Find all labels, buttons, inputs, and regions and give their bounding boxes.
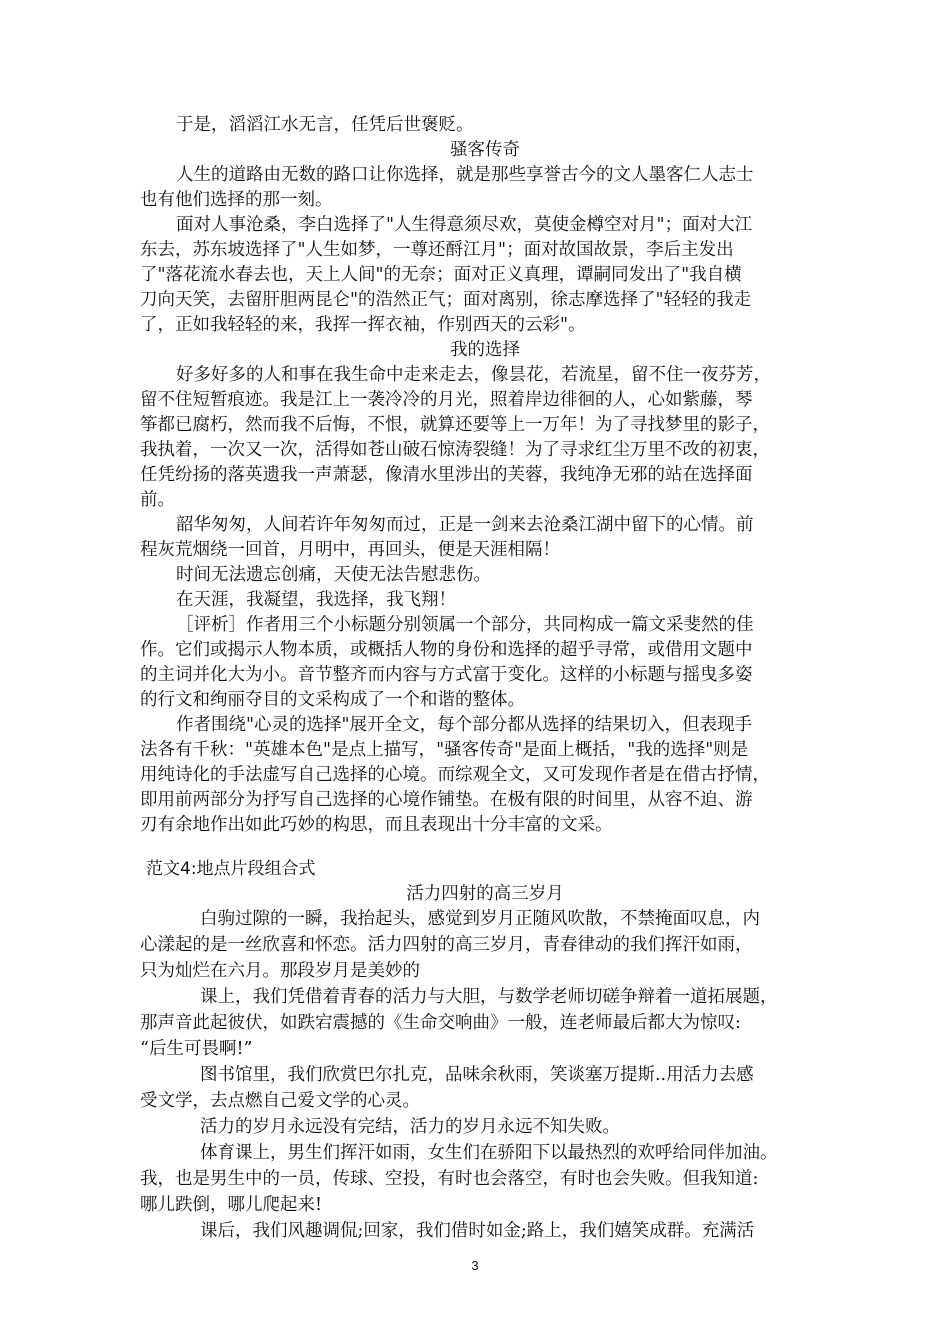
- text-line: 程灰荒烟绕一回首，月明中，再回头，便是天涯相隔！: [140, 540, 560, 560]
- text-line: 韶华匆匆，人间若许年匆匆而过，正是一剑来去沧桑江湖中留下的心情。前: [176, 515, 754, 535]
- text-line: 法各有千秋："英雄本色"是点上描写，"骚客传奇"是面上概括，"我的选择"则是: [140, 740, 749, 760]
- text-line: 那声音此起彼伏，如跌宕震撼的《生命交响曲》一般，连老师最后都大为惊叹:: [140, 1013, 741, 1033]
- text-line: 好多好多的人和事在我生命中走来走去，像昙花，若流星，留不住一夜芬芳，: [176, 365, 771, 385]
- text-line: 作者围绕"心灵的选择"展开全文，每个部分都从选择的结果切入，但表现手: [176, 715, 753, 735]
- text-line: 白驹过隙的一瞬，我抬起头，感觉到岁月正随风吹散，不禁掩面叹息，内: [200, 909, 760, 929]
- text-line: 了，正如我轻轻的来，我挥一挥衣袖，作别西天的云彩"。: [140, 315, 586, 335]
- essay-title: 活力四射的高三岁月: [406, 884, 564, 904]
- text-line: ［评析］作者用三个小标题分别领属一个部分，共同构成一篇文采斐然的佳: [176, 615, 754, 635]
- text-line: 课后，我们风趣调侃;回家，我们借时如金;路上，我们嬉笑成群。充满活: [200, 1221, 755, 1241]
- section-title: 骚客传奇: [450, 140, 520, 160]
- text-line: 筝都已腐朽，然而我不后悔，不恨，就算还要等上一万年！为了寻找梦里的影子，: [140, 415, 770, 435]
- text-line: 只为灿烂在六月。那段岁月是美妙的: [140, 961, 420, 981]
- text-line: 人生的道路由无数的路口让你选择，就是那些享誉古今的文人墨客仁人志士: [176, 165, 754, 185]
- text-line: 我执着，一次又一次，活得如苍山破石惊涛裂缝！为了寻求红尘万里不改的初衷，: [140, 440, 770, 460]
- text-line: 用纯诗化的手法虚写自己选择的心境。而综观全文，又可发现作者是在借古抒情，: [140, 765, 770, 785]
- page-number: 3: [471, 1258, 479, 1273]
- text-line: 即用前两部分为抒写自己选择的心境作铺垫。在极有限的时间里，从容不迫、游: [140, 790, 753, 810]
- text-line: 体育课上，男生们挥汗如雨，女生们在骄阳下以最热烈的欢呼给同伴加油。: [200, 1143, 778, 1163]
- text-line: 我，也是男生中的一员，传球、空投，有时也会落空，有时也会失败。但我知道:: [140, 1169, 759, 1189]
- text-line: 在天涯，我凝望，我选择，我飞翔！: [176, 590, 456, 610]
- text-line: 前。: [140, 490, 175, 510]
- text-line: 刃有余地作出如此巧妙的构思，而且表现出十分丰富的文采。: [140, 815, 613, 835]
- text-line: 东去，苏东坡选择了"人生如梦，一尊还酹江月"；面对故国故景，李后主发出: [140, 240, 734, 260]
- text-line: 任凭纷扬的落英遗我一声萧瑟，像清水里涉出的芙蓉，我纯净无邪的站在选择面: [140, 465, 753, 485]
- text-line: 受文学，去点燃自己爱文学的心灵。: [140, 1091, 420, 1111]
- text-line: 哪儿跌倒，哪儿爬起来!: [140, 1195, 323, 1215]
- text-line: 课上，我们凭借着青春的活力与大胆，与数学老师切磋争辩着一道拓展题，: [200, 987, 778, 1007]
- section-heading: 范文4:地点片段组合式: [146, 859, 316, 879]
- text-line: 作。它们或揭示人物本质，或概括人物的身份和选择的超乎寻常，或借用文题中: [140, 640, 753, 660]
- text-line: “后生可畏啊!”: [140, 1039, 253, 1059]
- text-line: 于是，滔滔江水无言，任凭后世褒贬。: [176, 115, 474, 135]
- text-line: 时间无法遗忘创痛，天使无法告慰悲伤。: [176, 565, 491, 585]
- text-line: 心漾起的是一丝欣喜和怀恋。活力四射的高三岁月，青春律动的我们挥汗如雨，: [140, 935, 753, 955]
- section-title: 我的选择: [450, 340, 520, 360]
- text-line: 的主词并化大为小。音节整齐而内容与方式富于变化。这样的小标题与摇曳多姿: [140, 665, 753, 685]
- text-line: 了"落花流水春去也，天上人间"的无奈；面对正义真理，谭嗣同发出了"我自横: [140, 265, 742, 285]
- text-line: 面对人事沧桑，李白选择了"人生得意须尽欢，莫使金樽空对月"；面对大江: [176, 215, 753, 235]
- text-line: 也有他们选择的那一刻。: [140, 190, 333, 210]
- text-line: 的行文和绚丽夺目的文采构成了一个和谐的整体。: [140, 690, 525, 710]
- text-line: 留不住短暂痕迹。我是江上一袭冷冷的月光，照着岸边徘徊的人，心如紫藤，琴: [140, 390, 753, 410]
- text-line: 刀向天笑，去留肝胆两昆仑"的浩然正气；面对离别，徐志摩选择了"轻轻的我走: [140, 290, 752, 310]
- text-line: 图书馆里，我们欣赏巴尔扎克，品味余秋雨，笑谈塞万提斯..用活力去感: [200, 1065, 754, 1085]
- text-line: 活力的岁月永远没有完结，活力的岁月永远不知失败。: [200, 1117, 620, 1137]
